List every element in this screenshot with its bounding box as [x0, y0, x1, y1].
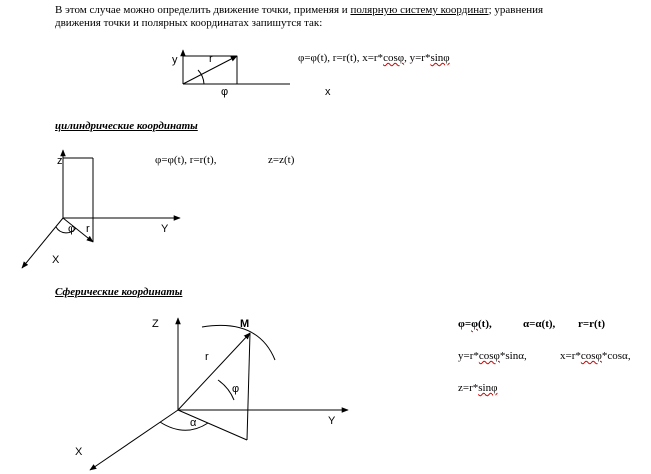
polar-diagram — [183, 50, 290, 84]
cyl-equation-1: φ=φ(t), r=r(t), — [155, 154, 217, 166]
sph-eq2-sin: *sinα, — [499, 350, 527, 362]
spherical-heading: Сферические координаты — [55, 286, 183, 298]
sph-equation-3 — [458, 382, 497, 395]
intro-text-start: В этом случае можно определить движение точки, применяя и — [55, 4, 351, 16]
cyl-label-Y: Y — [161, 223, 169, 235]
sph-eq2-cos: cosφ — [478, 350, 500, 362]
sph-label-alpha: α — [190, 417, 197, 429]
cyl-label-phi: φ — [68, 223, 76, 235]
sph-equation-1-alpha: α=α(t), — [523, 318, 556, 330]
sph-equation-1 — [458, 318, 492, 331]
sph-label-Z: Z — [152, 318, 159, 330]
spherical-diagram — [90, 318, 348, 470]
sph-vertical-line — [247, 333, 250, 440]
polar-equations — [298, 52, 450, 65]
sph-eq2-x: x=r* — [560, 350, 581, 362]
sph-eq3-z: z=r* — [458, 382, 479, 394]
intro-line-2: движения точки и полярных координатах запишутся так: — [55, 17, 323, 29]
sph-eq1-phi-fn: φ — [471, 318, 479, 330]
sph-x-axis — [90, 410, 178, 470]
polar-eq-cos: cosφ — [383, 52, 405, 64]
cylindrical-heading: цилиндрические координаты — [55, 120, 198, 132]
sph-label-phi: φ — [232, 383, 240, 395]
sph-eq1-t: (t), — [478, 318, 492, 330]
sph-eq2-y: y=r* — [458, 350, 479, 362]
sph-label-r: r — [205, 351, 209, 363]
sph-arc-top — [202, 325, 275, 360]
sph-label-M: M — [240, 318, 250, 330]
cyl-label-z: z — [57, 155, 63, 167]
sph-label-Y: Y — [328, 415, 336, 427]
polar-eq-part-c: , y=r* — [404, 52, 431, 64]
intro-text-end: ; уравнения — [488, 4, 544, 16]
sph-radius-vector — [178, 333, 250, 410]
sph-eq1-phi: φ= — [458, 318, 472, 330]
sph-eq3-sin: sinφ — [478, 382, 498, 394]
polar-label-r: r — [209, 53, 213, 65]
sph-eq2-x-cosa: *cosα, — [601, 350, 631, 362]
polar-eq-sin: sinφ — [430, 52, 450, 64]
sph-equation-2 — [458, 350, 527, 363]
polar-system-link[interactable]: полярную систему координат — [350, 4, 489, 16]
sph-equation-1-r: r=r(t) — [578, 318, 606, 330]
polar-label-x: x — [325, 86, 331, 98]
cylindrical-diagram — [22, 150, 180, 268]
polar-label-phi: φ — [221, 86, 229, 98]
cyl-label-X: X — [52, 254, 60, 266]
sph-label-X: X — [75, 446, 83, 458]
polar-angle-arc — [198, 70, 204, 84]
cyl-equation-2: z=z(t) — [268, 154, 295, 166]
sph-eq2-x-cos: cosφ — [580, 350, 602, 362]
polar-eq-part-a: φ=φ(t), r=r(t), x=r* — [298, 52, 384, 64]
sph-alpha-arc — [160, 422, 208, 430]
sph-projection-line — [178, 410, 247, 440]
polar-label-y: y — [172, 54, 178, 66]
sph-equation-2-x — [560, 350, 631, 363]
cyl-label-r: r — [86, 223, 90, 235]
